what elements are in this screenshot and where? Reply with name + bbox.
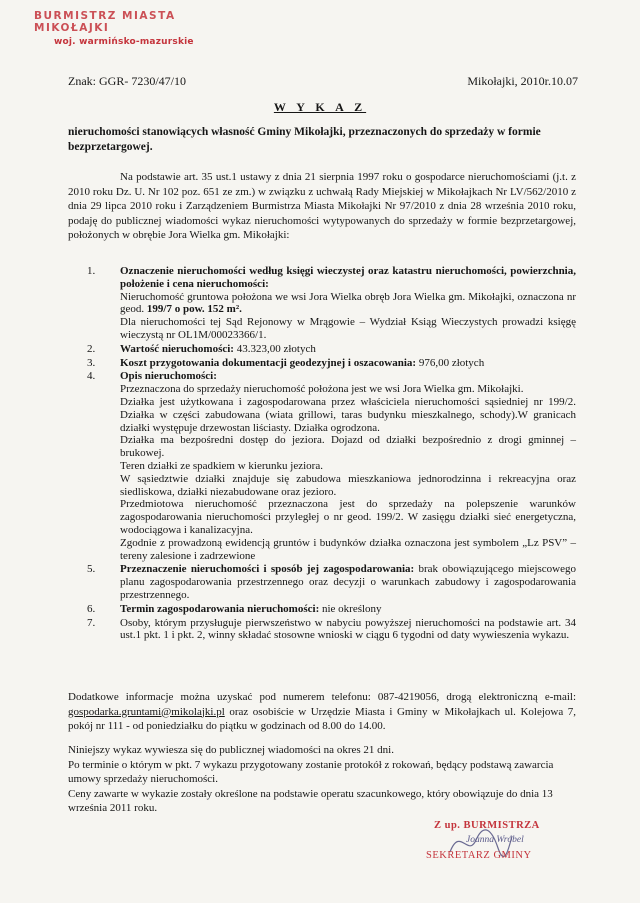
document-title: W Y K A Z bbox=[273, 100, 367, 114]
note-line: Niniejszy wykaz wywiesza się do publicznej wiadomości na okres 21 dni. bbox=[68, 744, 394, 756]
priority-info: Osoby, którym przysługuje pierwszeństwo w nabyciu powyższej nieruchomości na podstawie art. 34 ust.1 pkt. 1 i pkt. 2, winny składać stosowne wnioski w ciągu 6 tygodni od daty wywieszenia wykazu. bbox=[120, 616, 576, 642]
item-label: Przeznaczenie nieruchomości i sposób jej zagospodarowania: bbox=[120, 563, 415, 576]
contact-text: oraz osobiście w Urzędzie Miasta i Gminy w Mikołajkach ul. Kolejowa 7, pokój nr 111 - od poniedziałku do piątku w godzinach od 8.00 do 14.00. bbox=[68, 705, 576, 732]
item-number: 2. bbox=[87, 342, 96, 355]
description-paragraph: Przedmiotowa nieruchomość przeznaczona jest do sprzedaży na polepszenie warunków zagospodarowania nieruchomości przyległej o nr geod. 199/2. W zasięgu działki sieć energetyczna, wodociągowa i kanalizacyjna. bbox=[120, 498, 576, 536]
land-register-info: Dla nieruchomości tej Sąd Rejonowy w Mrągowie – Wydział Ksiąg Wieczystych prowadzi księgę wieczystą nr OL1M/00023366/1. bbox=[120, 316, 576, 341]
item-number: 3. bbox=[87, 356, 96, 369]
list-item bbox=[68, 265, 576, 342]
description-paragraph: Przeznaczona do sprzedaży nieruchomość położona jest we wsi Jora Wielka gm. Mikołajki. bbox=[120, 383, 524, 396]
reference-number: Znak: GGR- 7230/47/10 bbox=[68, 74, 186, 88]
item-label: Opis nieruchomości: bbox=[120, 370, 217, 383]
item-label: Koszt przygotowania dokumentacji geodezyjnej i oszacowania: bbox=[120, 356, 417, 369]
note-line: Ceny zawarte w wykazie zostały określone na podstawie operatu szacunkowego, który obowiązuje do dnia 13 września 2011 roku. bbox=[68, 787, 553, 814]
signature-line-3: SEKRETARZ GMINY bbox=[426, 850, 532, 861]
item-number: 4. bbox=[87, 370, 96, 383]
list-item bbox=[68, 603, 576, 616]
email-link[interactable]: gospodarka.gruntami@mikolajki.pl bbox=[68, 705, 225, 718]
signature-line-1: Z up. BURMISTRZA bbox=[434, 820, 540, 831]
contact-text: Dodatkowe informacje można uzyskać pod numerem telefonu: 087-4219056, drogą elektroniczną e-mail: bbox=[68, 691, 576, 703]
item-label: Termin zagospodarowania nieruchomości: bbox=[120, 602, 320, 615]
signature-stamp bbox=[426, 820, 576, 880]
list-item bbox=[68, 370, 576, 562]
description-paragraph: Zgodnie z prowadzoną ewidencją gruntów i budynków działka oznaczona jest symbolem „Lz PSV” – tereny zalesione i zadrzewione bbox=[120, 536, 576, 562]
property-value: 43.323,00 złotych bbox=[236, 342, 316, 355]
item-label: Wartość nieruchomości: bbox=[120, 342, 234, 355]
development-deadline: nie określony bbox=[321, 602, 382, 615]
item-number: 1. bbox=[87, 265, 96, 277]
office-stamp bbox=[34, 10, 234, 47]
note-line: Po terminie o którym w pkt. 7 wykazu przygotowany zostanie protokół z rokowań, będący podstawą zawarcia umowy sprzedaży nieruchomości. bbox=[68, 758, 554, 785]
item-number: 6. bbox=[87, 602, 96, 615]
property-description: Nieruchomość gruntowa położona we wsi Jora Wielka obręb Jora Wielka gm. Mikołajki, oznaczona nr geod. bbox=[120, 290, 576, 316]
preparation-cost: 976,00 złotych bbox=[418, 356, 485, 369]
stamp-line-2: woj. warmińsko-mazurskie bbox=[54, 37, 194, 47]
item-text bbox=[120, 291, 576, 317]
list-item bbox=[68, 343, 576, 356]
description-paragraph: Teren działki ze spadkiem w kierunku jeziora. bbox=[120, 459, 323, 472]
intro-paragraph: Na podstawie art. 35 ust.1 ustawy z dnia 21 sierpnia 1997 roku o gospodarce nieruchomościami (j.t. z 2010 roku Dz. U. Nr 102 poz. 651 ze zm.) w związku z uchwałą Rady Miejskiej w Mikołajkach Nr LV/562/2010 z dnia 29 lipca 2010 roku i Zarządzeniem Burmistrza Miasta Mikołajki Nr 97/2010 z dnia 28 września 2010 roku, podaję do publicznej wiadomości wykaz nieruchomości wytypowanych do sprzedaży w formie bezprzetargowej, położonych w obrębie Jora Wielka gm. Mikołajki: bbox=[68, 171, 576, 241]
list-item bbox=[68, 563, 576, 601]
stamp-line-1: BURMISTRZ MIASTA MIKOŁAJKI bbox=[34, 10, 176, 34]
description-paragraph: W sąsiedztwie działki znajduje się zabudowa mieszkaniowa jednorodzinna i rekreacyjna oraz siedliskowa, działki niezabudowane oraz jezioro. bbox=[120, 472, 576, 498]
item-number: 7. bbox=[87, 616, 96, 629]
closing-notes bbox=[68, 743, 576, 816]
description-paragraph: Działka ma bezpośredni dostęp do jeziora. Dojazd od działki bezpośrednio z drogi gminnej – brukowej. bbox=[120, 434, 576, 460]
document-subject: nieruchomości stanowiących własność Gminy Mikołajki, przeznaczonych do sprzedaży w formie bezprzetargowej. bbox=[68, 126, 541, 153]
document-date: Mikołajki, 2010r.10.07 bbox=[467, 74, 578, 88]
parcel-number: 199/7 o pow. 152 m². bbox=[146, 303, 242, 316]
property-details-list bbox=[68, 265, 576, 643]
item-number: 5. bbox=[87, 563, 96, 576]
list-item bbox=[68, 617, 576, 643]
signatory-name: Joanna Wróbel bbox=[466, 835, 524, 845]
zoning-info: brak obowiązującego miejscowego planu zagospodarowania przestrzennego oraz decyzji o warunkach zabudowy i zagospodarowania przestrzennego. bbox=[120, 563, 576, 601]
item-heading: Oznaczenie nieruchomości według księgi wieczystej oraz katastru nieruchomości, powierzchnia, położenie i cena nieruchomości: bbox=[120, 265, 576, 290]
description-paragraph: Działka jest użytkowana i zagospodarowana przez właściciela nieruchomości sąsiedniej nr 199/2. Działka w części zabudowana (wiata grillowi, taras budynku mieszkalnego, schody).W granicach działki występuje drzewostan liściasty. Działka ogrodzona. bbox=[120, 395, 576, 434]
list-item bbox=[68, 357, 576, 370]
contact-paragraph bbox=[68, 690, 576, 734]
